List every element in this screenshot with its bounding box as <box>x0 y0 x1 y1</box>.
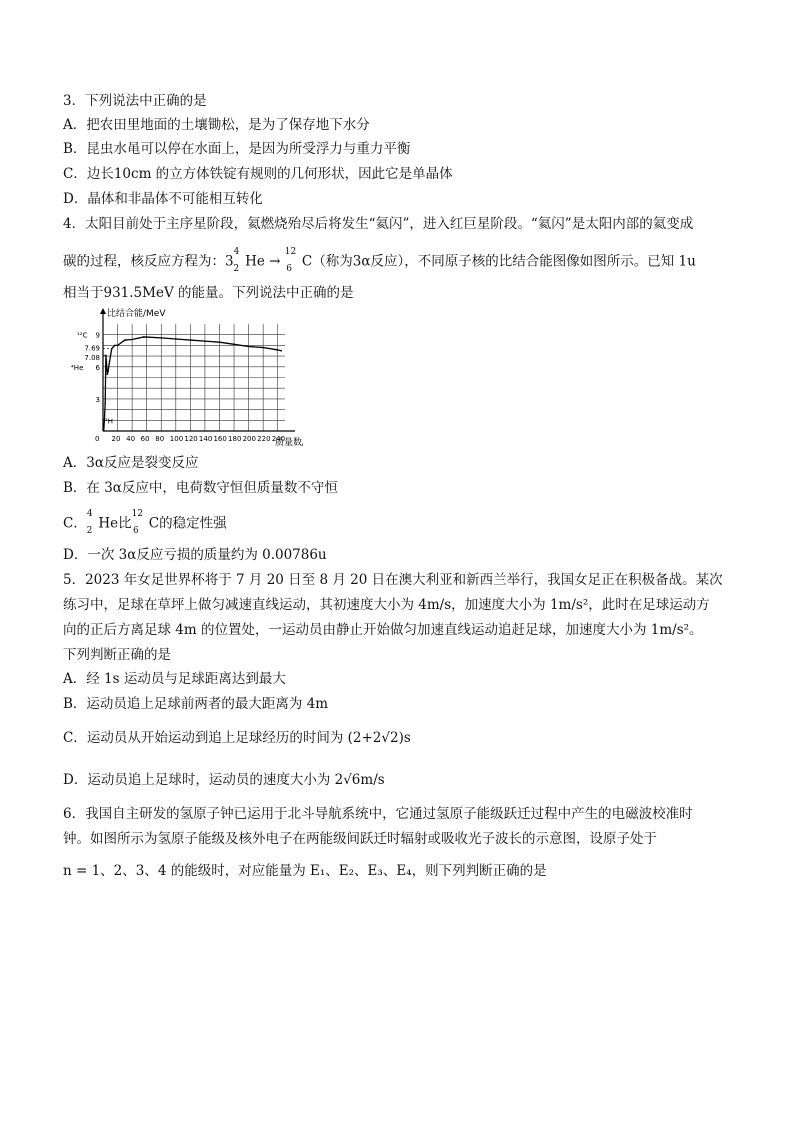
q3-option-c: C．边长10cm 的立方体铁锭有规则的几何形状，因此它是单晶体 <box>63 166 453 182</box>
q3-option-a: A．把农田里地面的土壤锄松，是为了保存地下水分 <box>63 117 370 133</box>
data-point <box>103 430 105 432</box>
q5-line-3: 向的正后方离足球 4m 的位置处，一运动员由静止开始做匀加速直线运动追赶足球，加速度大小为 1m/s²。 <box>63 622 703 638</box>
helium-nuclide: $^4_2$ He <box>233 247 265 275</box>
x-tick-label: 100 <box>169 435 184 443</box>
y-axis-arrow <box>100 308 106 314</box>
q5-option-c: C．运动员从开始运动到追上足球经历的时间为 (2+2√2)s <box>63 730 411 746</box>
data-point <box>104 402 106 404</box>
q6-line-2: 钟。如图所示为氢原子能级及核外电子在两能级间跃迁时辐射或吸收光子波长的示意图，设原子处于 <box>63 831 657 847</box>
x-tick-label: 0 <box>95 435 100 443</box>
data-point <box>104 418 106 420</box>
data-point <box>275 349 277 351</box>
data-point <box>107 373 109 375</box>
data-point <box>105 354 107 356</box>
q4-line-1: 4．太阳目前处于主序星阶段，氦燃烧殆尽后将发生“氦闪”，进入红巨星阶段。“氦闪”是太阳内部的氦变成 <box>63 216 694 232</box>
q4-line-2 <box>63 249 696 276</box>
y-tick-label: 7.08 <box>84 354 100 363</box>
carbon-symbol-c: C <box>148 515 160 532</box>
q5-option-b: B．运动员追上足球前两者的最大距离为 4m <box>63 696 329 712</box>
carbon-nuclide: $^{12}_6$ C <box>284 247 313 275</box>
x-tick-label: 240 <box>271 435 286 443</box>
x-tick-label: 220 <box>257 435 271 443</box>
q5-line-4: 下列判断正确的是 <box>63 647 171 663</box>
helium-nuclide-c: $^4_2$ He <box>86 509 119 537</box>
carbon-symbol: C <box>301 253 313 270</box>
x-axis-label: 质量数 <box>275 438 303 446</box>
data-point <box>233 344 235 346</box>
q4-option-c <box>63 511 227 538</box>
q4-option-c-b: 的稳定性强 <box>159 515 227 532</box>
x-tick-label: 120 <box>184 435 198 443</box>
q4-option-c-a: C． <box>63 515 87 532</box>
carbon-nuclide-c: $^{12}_6$ C <box>131 509 160 537</box>
x-tick-label: 160 <box>213 435 227 443</box>
data-point <box>107 370 109 372</box>
data-point <box>175 338 177 340</box>
q4-line-3: 相当于931.5MeV 的能量。下列说法中正确的是 <box>63 285 354 301</box>
data-point <box>109 361 111 363</box>
binding-energy-chart-svg <box>63 306 303 446</box>
q4-option-c-mid: 比 <box>118 515 132 532</box>
reaction-arrow: → <box>264 253 285 270</box>
data-point <box>190 339 192 341</box>
q6-line-3: n = 1、2、3、4 的能级时，对应能量为 E₁、E₂、E₃、E₄，则下列判断正确的是 <box>63 863 547 879</box>
q6-line-1: 6．我国自主研发的氢原子钟已运用于北斗导航系统中，它通过氢原子能级跃迁过程中产生的电磁波校准时 <box>63 806 693 822</box>
data-point <box>219 341 221 343</box>
q5-option-a: A．经 1s 运动员与足球距离达到最大 <box>63 671 286 687</box>
data-point <box>160 337 162 339</box>
q4-line2-b: （称为3α反应），不同原子核的比结合能图像如图所示。已知 1u <box>312 253 696 270</box>
q3-option-d: D．晶体和非晶体不可能相互转化 <box>63 191 263 207</box>
y-axis-label: 比结合能/MeV <box>107 309 166 319</box>
data-point <box>143 336 145 338</box>
nuclide-annotation: ⁴He <box>71 363 84 372</box>
data-point <box>111 348 113 350</box>
y-tick-label: 9 <box>95 331 100 340</box>
data-point <box>281 350 283 352</box>
data-point <box>262 347 264 349</box>
helium-symbol-c: He <box>98 515 119 532</box>
nuclide-annotation: ¹²C <box>77 331 88 340</box>
binding-energy-chart <box>63 306 303 446</box>
q4-option-a: A．3α反应是裂变反应 <box>63 455 199 471</box>
x-tick-label: 40 <box>126 435 136 443</box>
y-tick-label: 6 <box>95 363 100 372</box>
data-point <box>114 345 116 347</box>
data-point <box>117 345 119 347</box>
y-tick-label: 3 <box>95 395 100 404</box>
x-tick-label: 200 <box>242 435 256 443</box>
data-point <box>146 336 148 338</box>
q3-stem: 3．下列说法中正确的是 <box>63 93 207 109</box>
data-point <box>124 339 126 341</box>
q5-line-2: 练习中，足球在草坪上做匀减速直线运动，其初速度大小为 4m/s，加速度大小为 1m/s²，此时在足球运动方 <box>63 597 710 613</box>
q3-option-b: B．昆虫水黾可以停在水面上，是因为所受浮力与重力平衡 <box>63 141 411 157</box>
binding-energy-curve <box>104 337 282 431</box>
helium-symbol: He <box>245 253 265 270</box>
data-point <box>204 340 206 342</box>
data-point <box>131 339 133 341</box>
nuclide-annotation: ²H <box>105 417 114 426</box>
x-tick-label: 60 <box>140 435 150 443</box>
q4-line2-a: 碳的过程，核反应方程为：3 <box>63 253 234 270</box>
q4-option-b: B．在 3α反应中，电荷数守恒但质量数不守恒 <box>63 480 338 496</box>
q4-option-d: D．一次 3α反应亏损的质量约为 0.00786u <box>63 547 327 563</box>
x-tick-label: 180 <box>228 435 242 443</box>
q5-option-d: D．运动员追上足球时，运动员的速度大小为 2√6m/s <box>63 772 385 788</box>
data-point <box>248 346 250 348</box>
x-tick-label: 140 <box>198 435 213 443</box>
x-tick-label: 80 <box>155 435 165 443</box>
q5-line-1: 5．2023 年女足世界杯将于 7 月 20 日至 8 月 20 日在澳大利亚和新西兰举行，我国女足正在积极备战。某次 <box>63 572 723 588</box>
x-tick-label: 20 <box>111 435 121 443</box>
y-tick-label: 7.69 <box>84 344 100 353</box>
